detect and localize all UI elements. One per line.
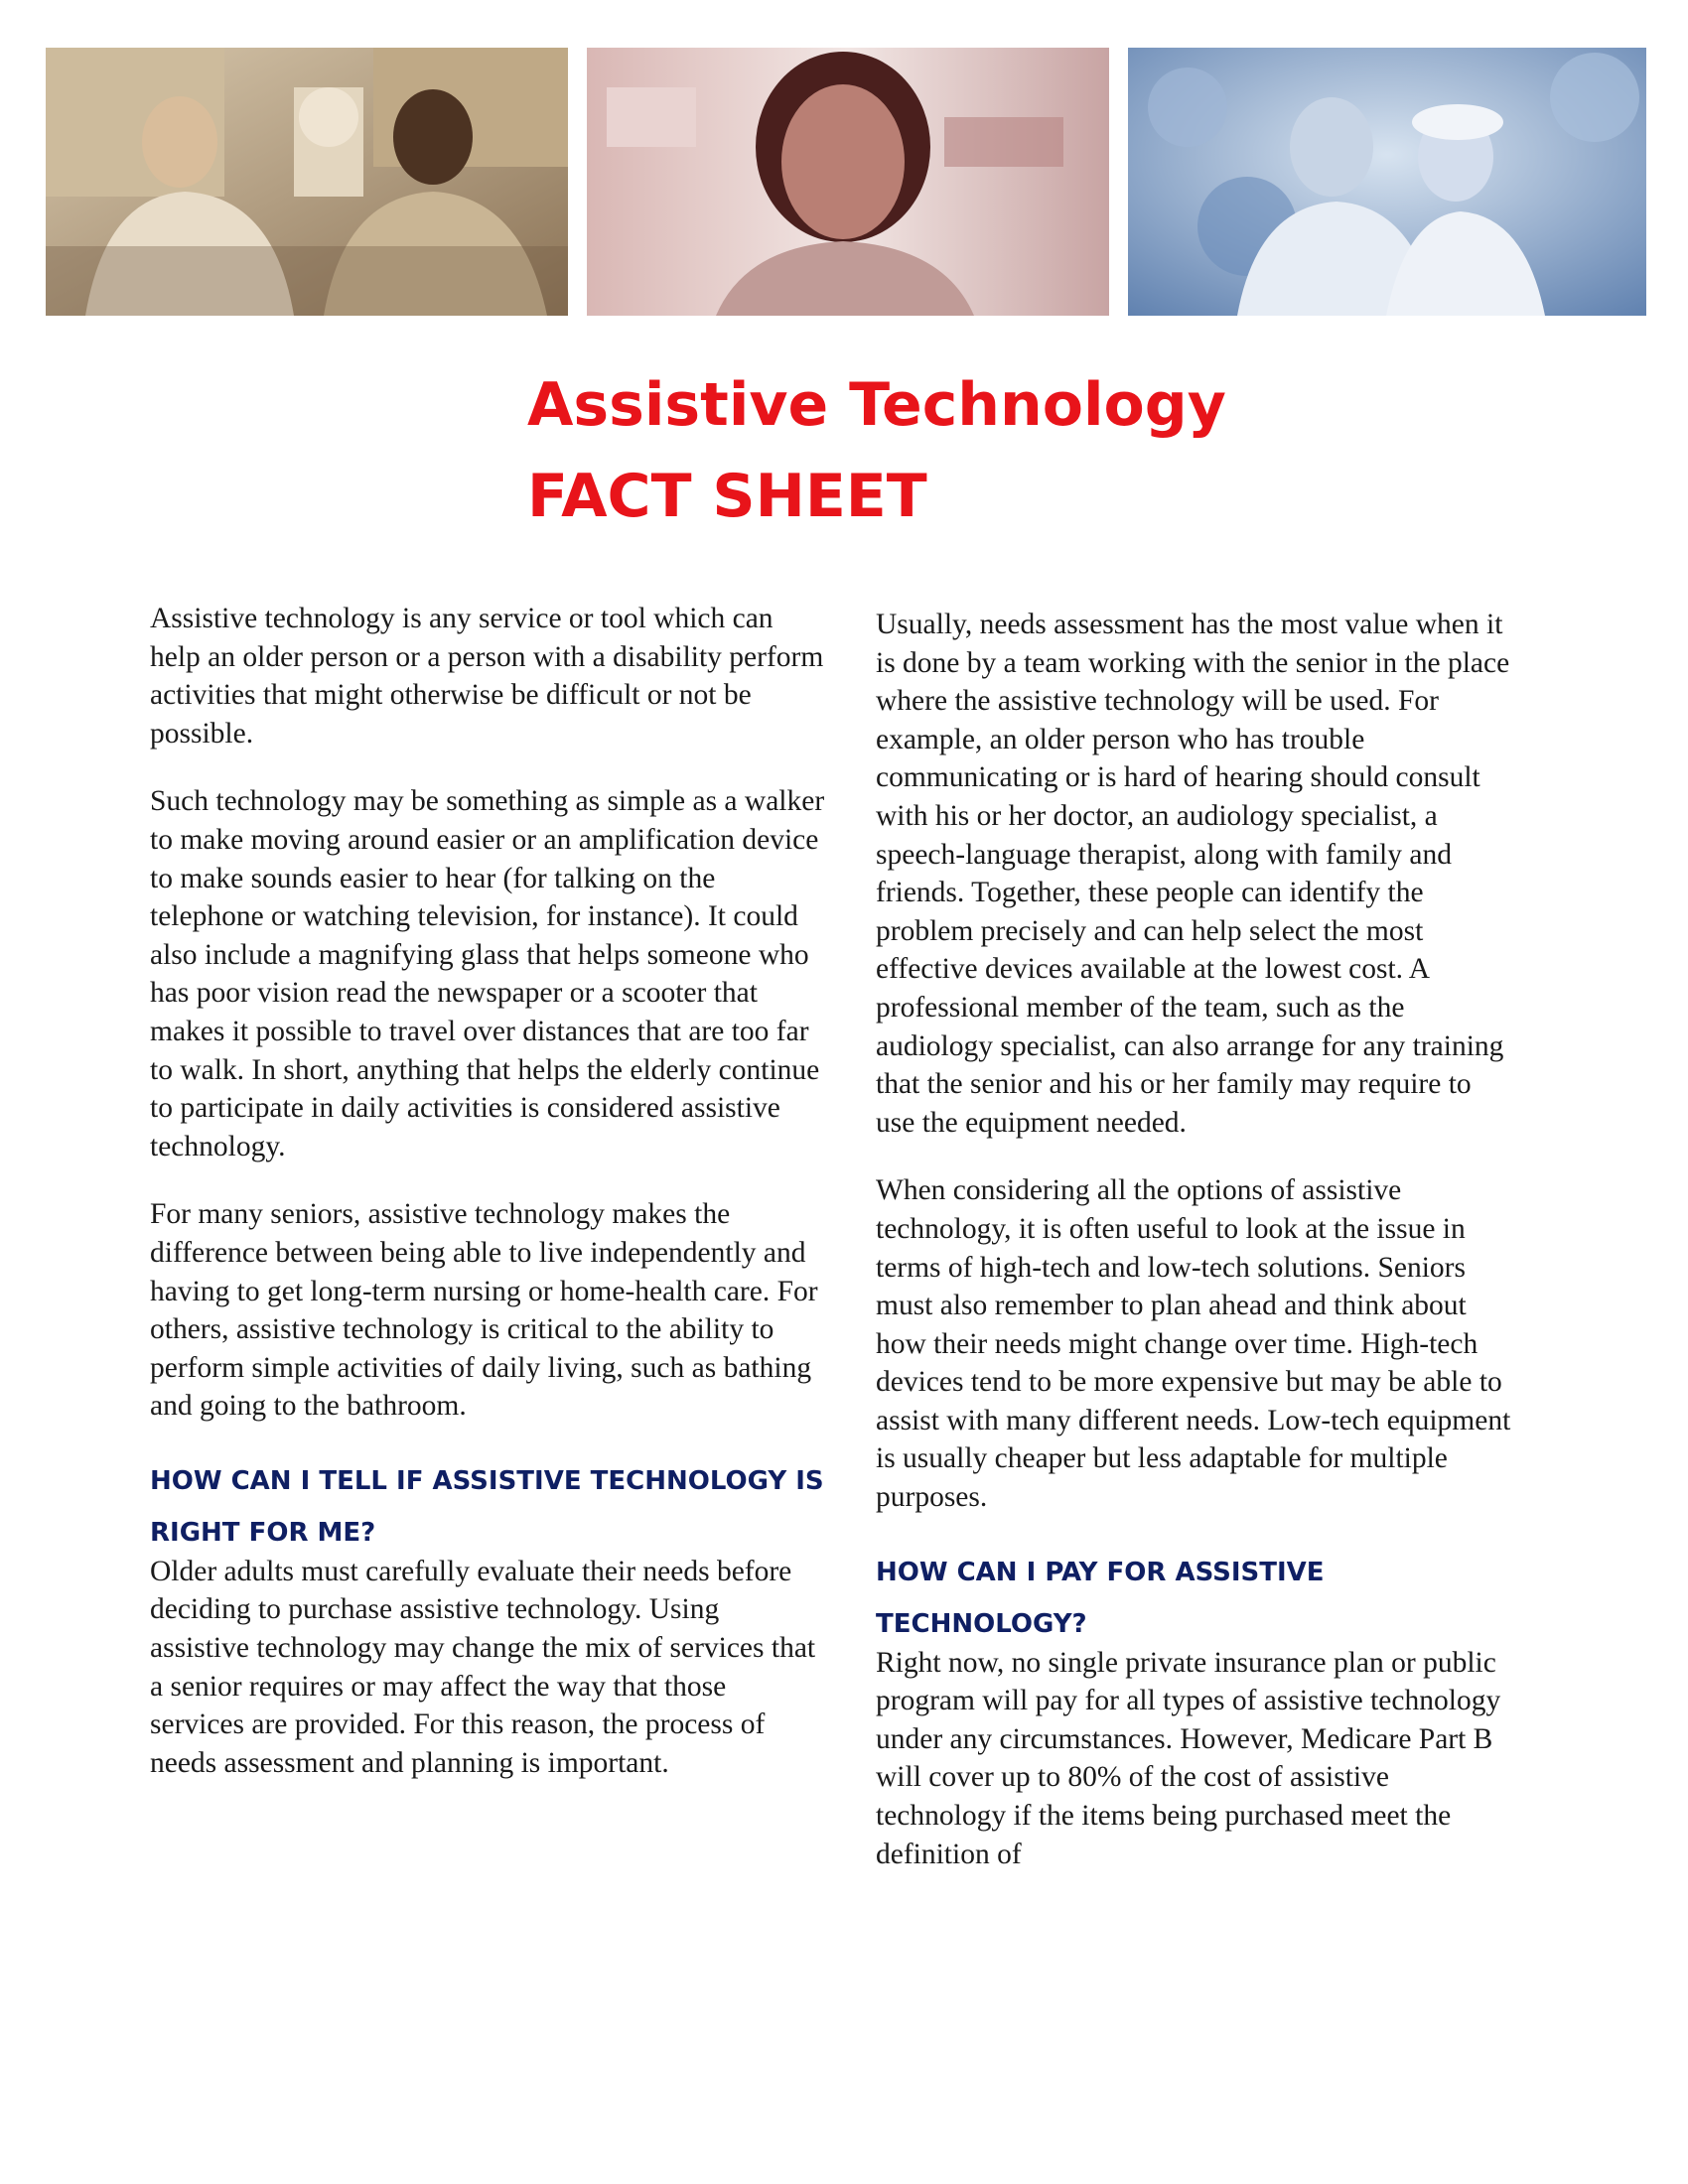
older-woman-portrait-photo [587,48,1109,316]
right-column [876,606,1511,1903]
section-heading: HOW CAN I PAY FOR ASSISTIVE TECHNOLOGY? [876,1557,1325,1639]
paragraph: Assistive technology is any service or tool which can help an older person or a person with a disability perform activities that might otherwise be difficult or not be possible. [150,603,824,750]
older-couple-outdoors-photo [1128,48,1646,316]
title-block [527,359,1421,542]
left-column [150,600,825,1812]
paragraph: Right now, no single private insurance plan or public program will pay for all types of assistive technology under any circumstances. However, Medicare Part B will cover up to 80% of the cost of assistive technology if the items being purchased meet the definition of [876,1646,1501,1870]
paragraph: For many seniors, assistive technology makes the difference between being able to live independently and having to get long-term nursing or home-health care. For others, assistive technology is critical to the ability to perform simple activities of daily living, such as bathing and going to the bathroom. [150,1198,818,1423]
photo-banner [46,48,1646,316]
two-older-men-laughing-photo [46,48,568,316]
paragraph: Usually, needs assessment has the most value when it is done by a team working with the senior in the place where the assistive technology will be used. For example, an older person who has trouble communicating or is hard of hearing should consult with his or her doctor, an audiology specialist, a speech-language therapist, along with family and friends. Together, these people can identify the problem precisely and can help select the most effective devices available at the lowest cost. A professional member of the team, such as the audiology specialist, can also arrange for any training that the senior and his or her family may require to use the equipment needed. [876,609,1510,1139]
page-title: Assistive Technology [527,370,1226,440]
section-heading: HOW CAN I TELL IF ASSISTIVE TECHNOLOGY IS RIGHT FOR ME? [150,1465,824,1548]
paragraph: When considering all the options of assistive technology, it is often useful to look at the issue in terms of high-tech and low-tech solutions. Seniors must also remember to plan ahead and think about how their needs might change over time. High-tech devices tend to be more expensive but may be able to assist with many different needs. Low-tech equipment is usually cheaper but less adaptable for multiple purposes. [876,1174,1511,1514]
paragraph: Such technology may be something as simple as a walker to make moving around easier or an amplification device to make sounds easier to hear (for talking on the telephone or watching television, for instance). It could also include a magnifying glass that helps someone who has poor vision read the newspaper or a scooter that makes it possible to travel over distances that are too far to walk. In short, anything that helps the elderly continue to participate in daily activities is considered assistive technology. [150,785,825,1162]
page-subtitle: FACT SHEET [527,462,927,531]
paragraph: Older adults must carefully evaluate their needs before deciding to purchase assistive technology. Using assistive technology may change the mix of services that a senior requires or may affect the way that those services are provided. For this reason, the process of needs assessment and planning is important. [150,1555,816,1779]
